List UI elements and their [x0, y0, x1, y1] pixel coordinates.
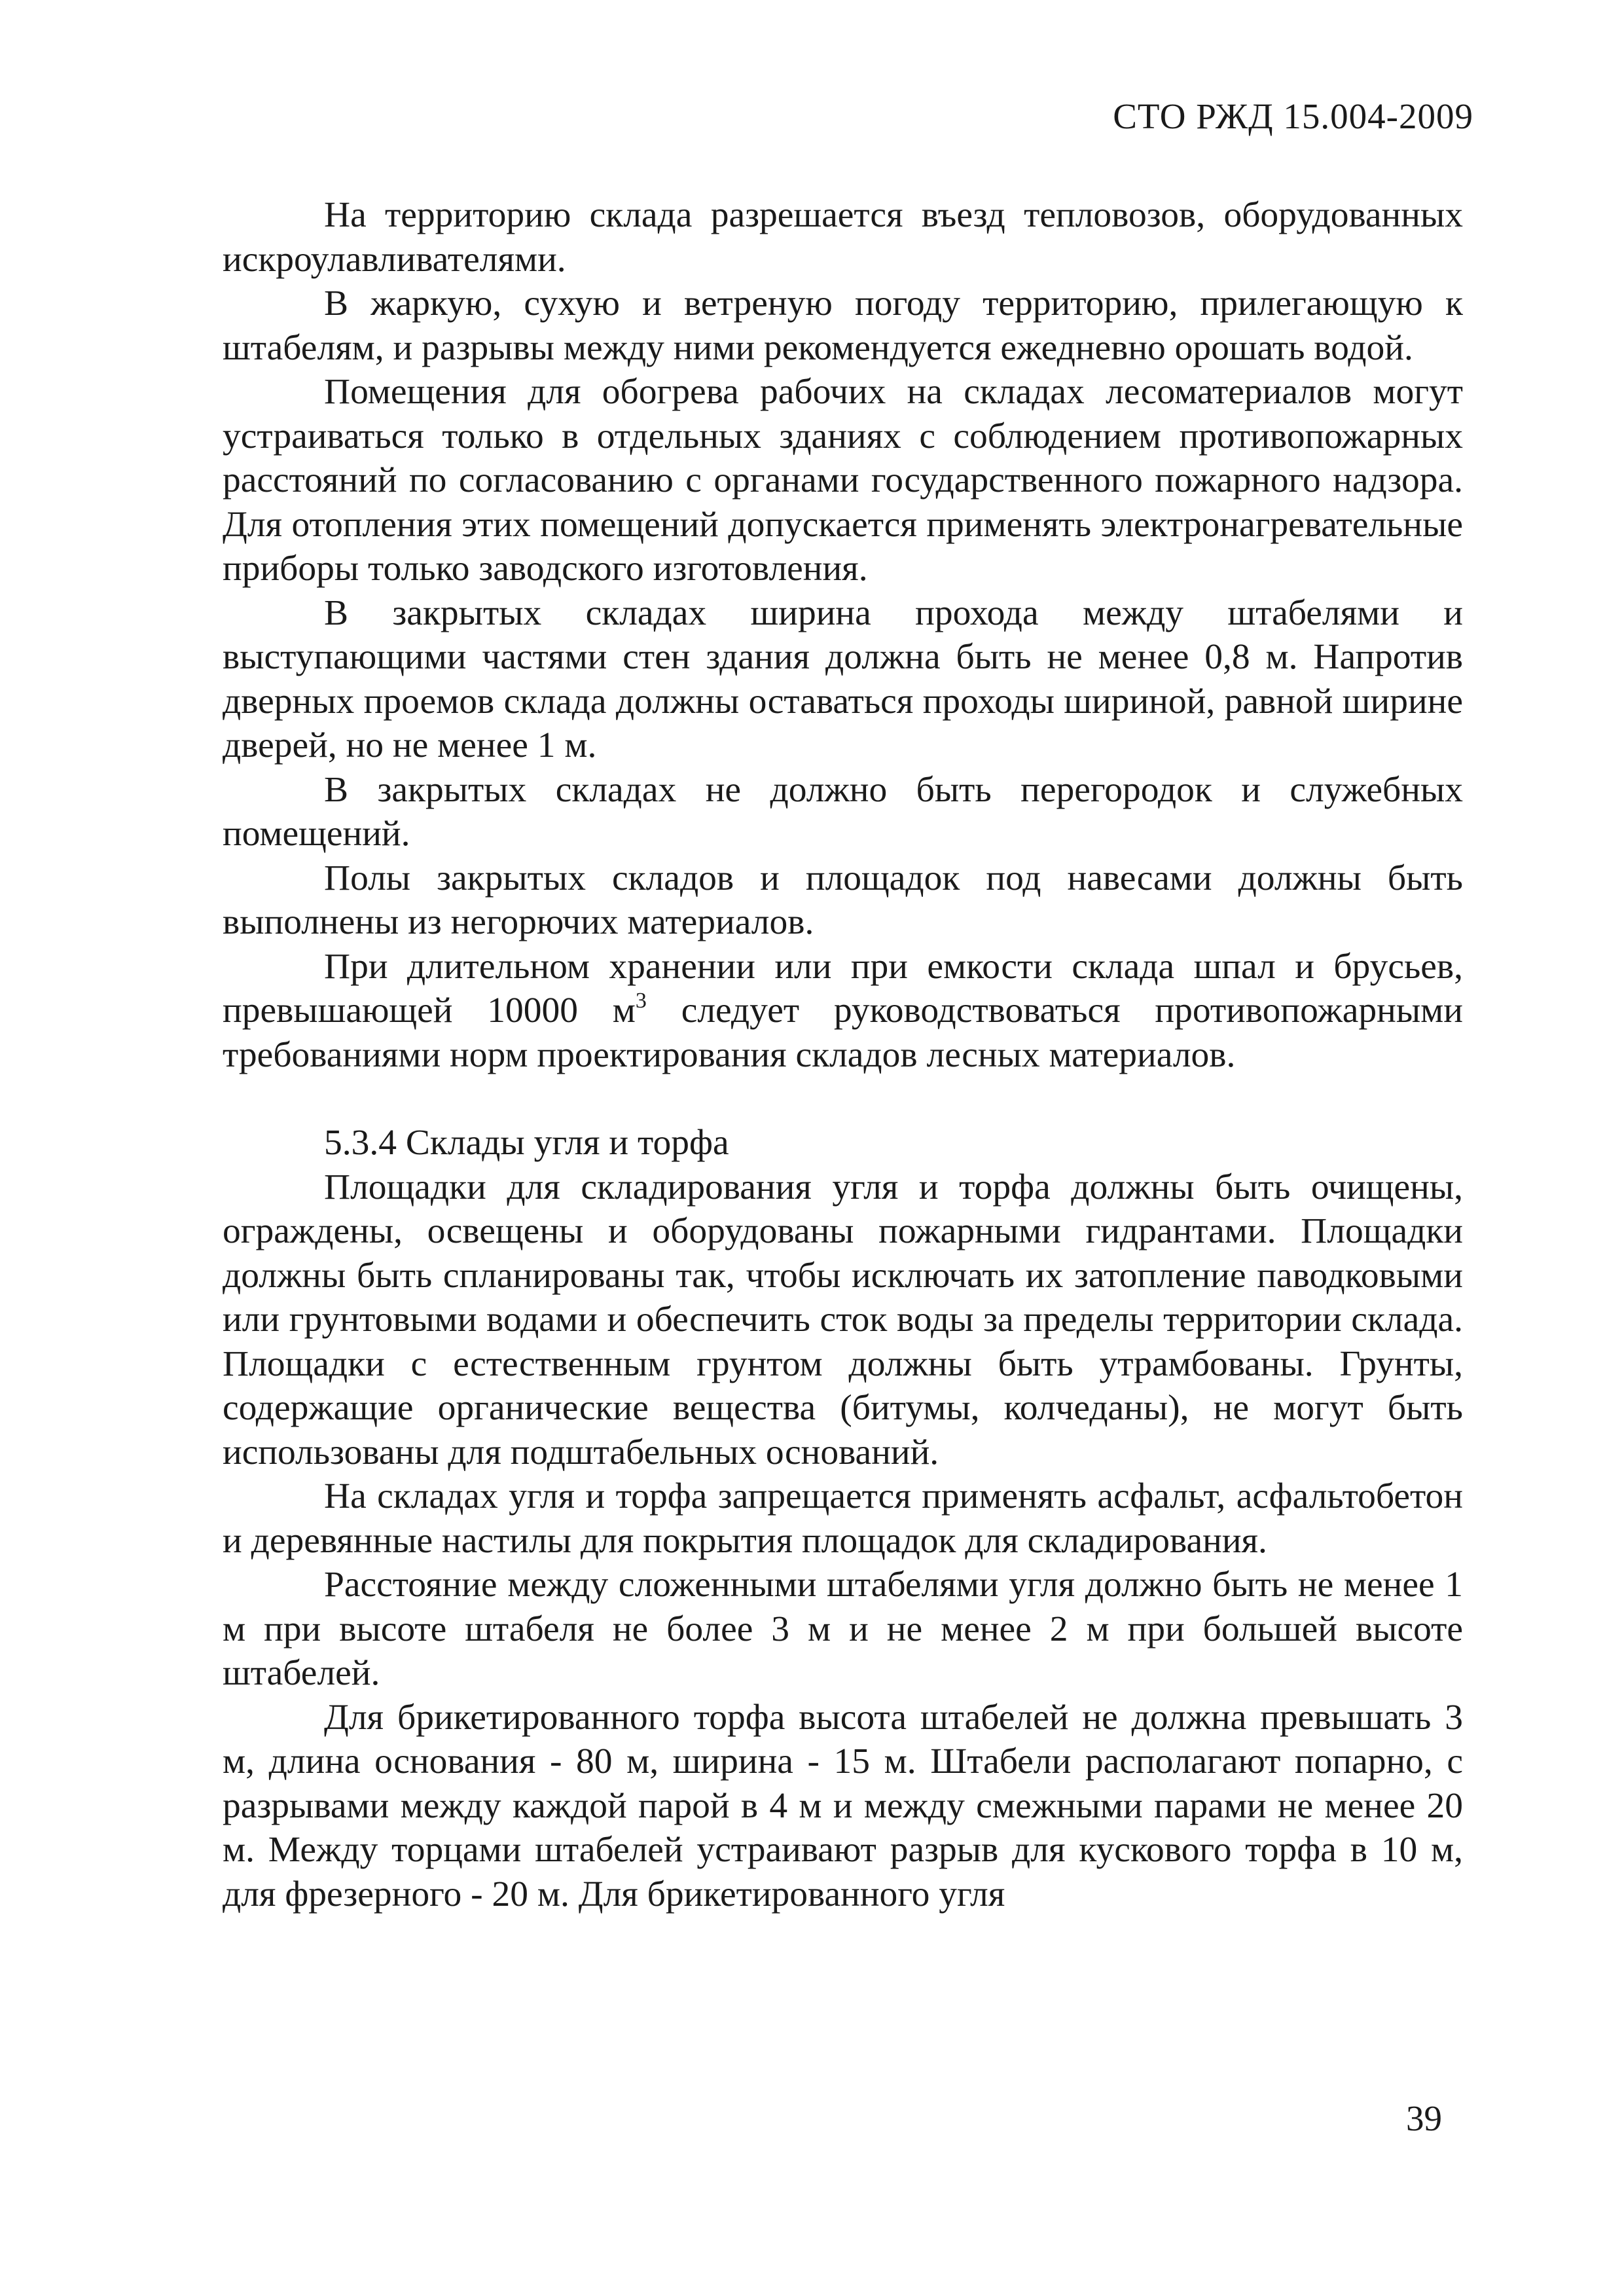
- section-heading: 5.3.4 Склады угля и торфа: [324, 1123, 729, 1163]
- paragraph-text-before: При длительном хранении или при емкости склада шпал и брусьев, превышающей 10000 м: [223, 946, 1463, 1030]
- paragraph-storage-capacity: [223, 945, 1463, 1078]
- paragraph: Помещения для обогрева рабочих на складах лесоматериалов могут устраиваться только в отдельных зданиях с соблюдением противопожарных расстояний по согласованию с органами государственного пожарного надзора. Для отопления этих помещений допускается применять электронагревательные приборы только заводского изготовления.: [223, 372, 1463, 589]
- page-number: 39: [1406, 2098, 1442, 2138]
- document-code-header: СТО РЖД 15.004-2009: [1113, 96, 1473, 136]
- paragraph: В жаркую, сухую и ветреную погоду территорию, прилегающую к штабелям, и разрывы между ними рекомендуется ежедневно орошать водой.: [223, 283, 1463, 368]
- paragraph: На территорию склада разрешается въезд тепловозов, оборудованных искроулавливателями.: [223, 195, 1463, 280]
- paragraph: В закрытых складах ширина прохода между штабелями и выступающими частями стен здания должна быть не менее 0,8 м. Напротив дверных проемов склада должны оставаться проходы шириной, равной ширине дверей, но не менее 1 м.: [223, 592, 1463, 765]
- superscript: 3: [635, 989, 647, 1013]
- paragraph: На складах угля и торфа запрещается применять асфальт, асфальтобетон и деревянные настилы для покрытия площадок для складирования.: [223, 1476, 1463, 1561]
- paragraph: Площадки для складирования угля и торфа должны быть очищены, ограждены, освещены и оборудованы пожарными гидрантами. Площадки должны быть спланированы так, чтобы исключать их затопление паводковыми или грунтовыми водами и обеспечить сток воды за пределы территории склада. Площадки с естественным грунтом должны быть утрамбованы. Грунты, содержащие органические вещества (битумы, колчеданы), не могут быть использованы для подштабельных оснований.: [223, 1167, 1463, 1472]
- paragraph: Для брикетированного торфа высота штабелей не должна превышать 3 м, длина основания - 80 м, ширина - 15 м. Штабели располагают попарно, с разрывами между каждой парой в 4 м и между смежными парами не менее 20 м. Между торцами штабелей устраивают разрыв для кускового торфа в 10 м, для фрезерного - 20 м. Для брикетированного угля: [223, 1697, 1463, 1914]
- paragraph-text-after: следует руководствоваться противопожарными требованиями норм проектирования складов лесных материалов.: [223, 991, 1463, 1075]
- paragraph: Полы закрытых складов и площадок под навесами должны быть выполнены из негорючих материалов.: [223, 858, 1463, 942]
- page-body: [223, 193, 1463, 1916]
- paragraph: Расстояние между сложенными штабелями угля должно быть не менее 1 м при высоте штабеля не более 3 м и не менее 2 м при большей высоте штабелей.: [223, 1565, 1463, 1693]
- paragraph: В закрытых складах не должно быть перегородок и служебных помещений.: [223, 769, 1463, 854]
